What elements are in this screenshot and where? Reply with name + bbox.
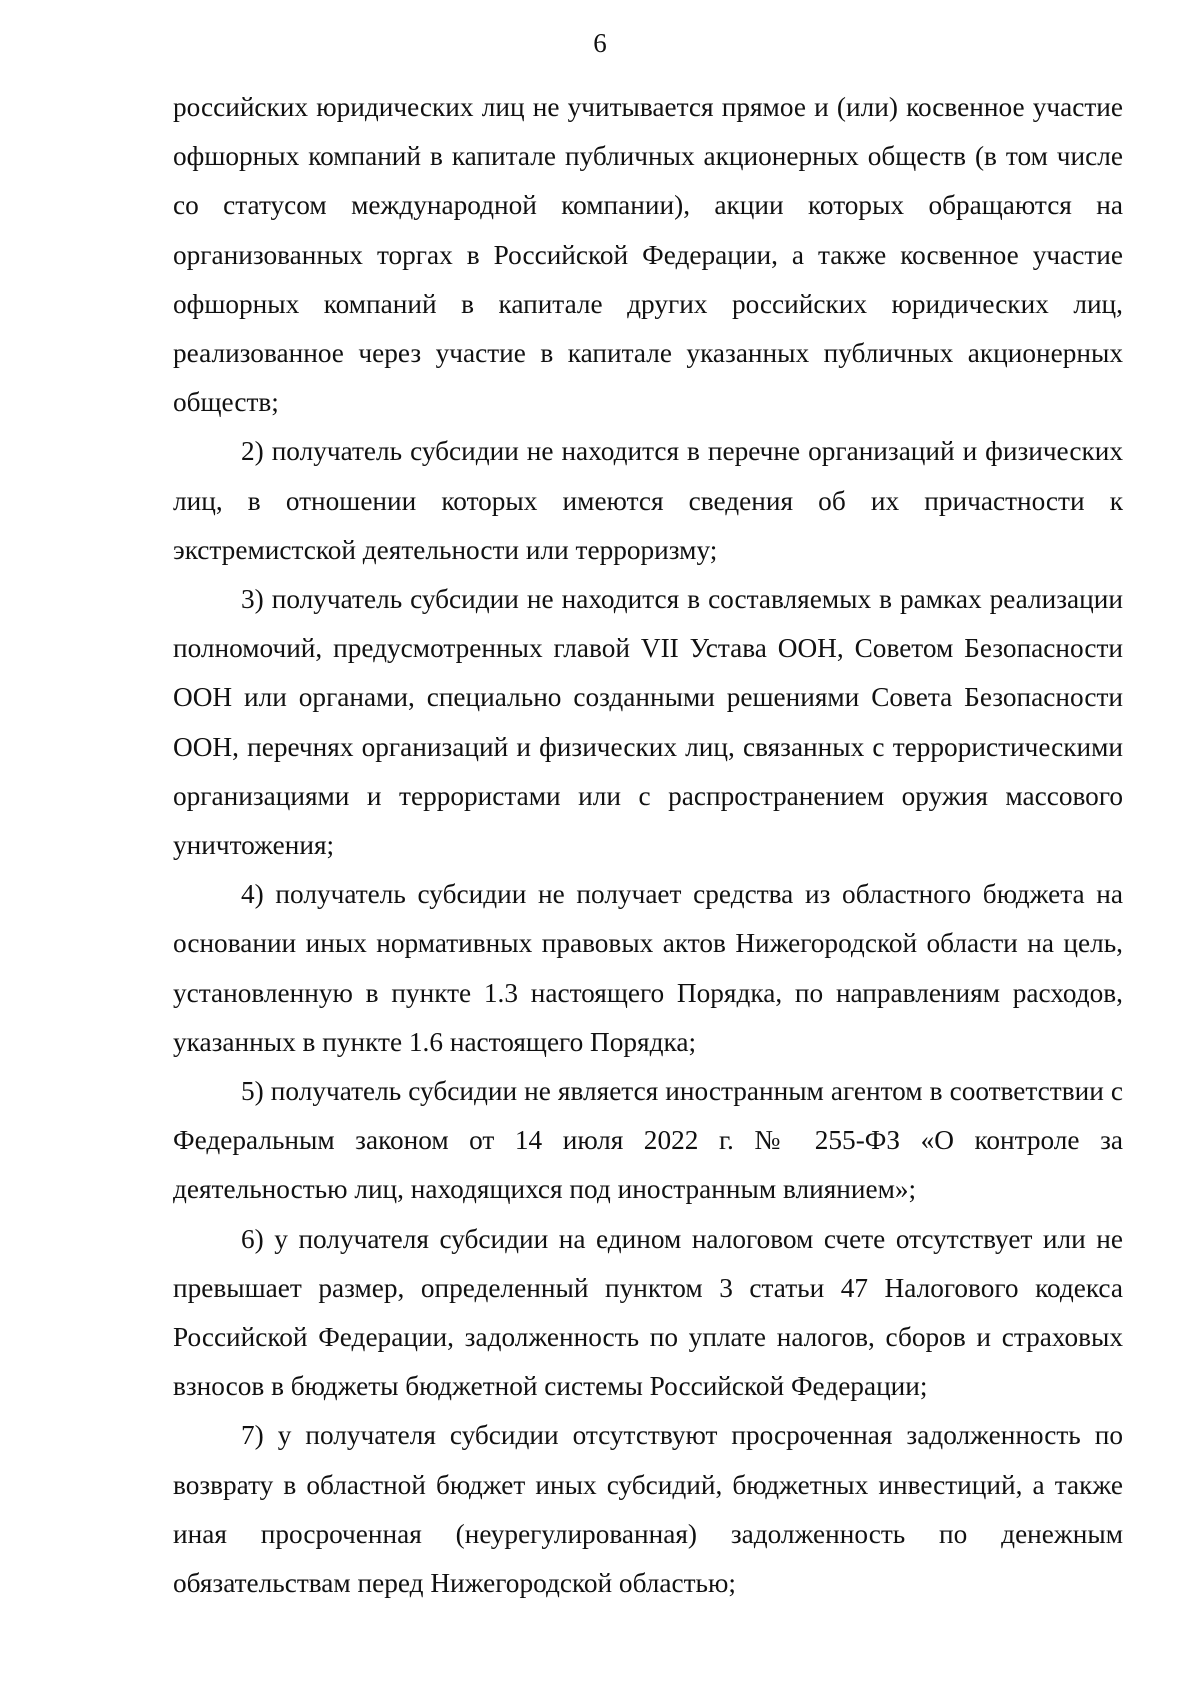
paragraph-continuation: российских юридических лиц не учитывается прямое и (или) косвенное участие офшорных компаний в капитале публичных акционерных обществ (в том числе со статусом международной компании), акции которых обращаются на организованных торгах в Российской Федерации, а также косвенное участие офшорных компаний в капитале других российских юридических лиц, реализованное через участие в капитале указанных публичных акционерных обществ; xyxy=(173,92,1123,418)
paragraph-item-6: 6) у получателя субсидии на едином налоговом счете отсутствует или не превышает размер, определенный пунктом 3 статьи 47 Налогового кодекса Российской Федерации, задолженность по уплате налогов, сборов и страховых взносов в бюджеты бюджетной системы Российской Федерации; xyxy=(173,1223,1123,1402)
paragraph-item-7: 7) у получателя субсидии отсутствуют просроченная задолженность по возврату в областной бюджет иных субсидий, бюджетных инвестиций, а также иная просроченная (неурегулированная) задолженность по денежным обязательствам перед Нижегородской областью; xyxy=(173,1420,1123,1599)
paragraph-item-4: 4) получатель субсидии не получает средства из областного бюджета на основании иных нормативных правовых актов Нижегородской области на цель, установленную в пункте 1.3 настоящего Порядка, по направлениям расходов, указанных в пункте 1.6 настоящего Порядка; xyxy=(173,879,1123,1057)
document-body xyxy=(173,83,1123,1608)
paragraph-item-2: 2) получатель субсидии не находится в перечне организаций и физических лиц, в отношении которых имеются сведения об их причастности к экстремистской деятельности или терроризму; xyxy=(173,436,1123,565)
page-number: 6 xyxy=(593,28,607,58)
paragraph-item-5: 5) получатель субсидии не является иностранным агентом в соответствии с Федеральным законом от 14 июля 2022 г. № 255-ФЗ «О контроле за деятельностью лиц, находящихся под иностранным влиянием»; xyxy=(173,1076,1123,1205)
paragraph-item-3: 3) получатель субсидии не находится в составляемых в рамках реализации полномочий, предусмотренных главой VII Устава ООН, Советом Безопасности ООН или органами, специально созданными решениями Совета Безопасности ООН, перечнях организаций и физических лиц, связанных с террористическими организациями и террористами или с распространением оружия массового уничтожения; xyxy=(173,584,1123,861)
